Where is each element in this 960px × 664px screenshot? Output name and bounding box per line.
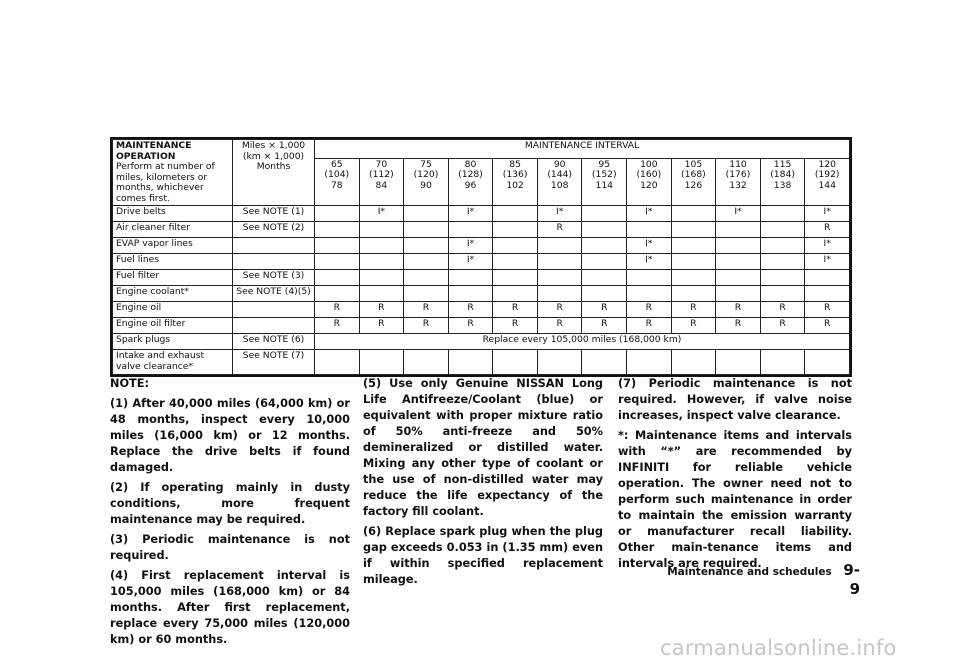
interval-mi: 100 (640, 158, 658, 170)
interval-mark (315, 254, 360, 270)
spark-plug-interval: Replace every 105,000 miles (168,000 km) (315, 334, 850, 350)
interval-mark: R (627, 318, 672, 334)
interval-km: (176) (725, 169, 751, 181)
interval-mo: 78 (330, 179, 343, 191)
notes-column-1 (110, 376, 350, 653)
interval-mark (582, 254, 627, 270)
interval-mark (582, 238, 627, 254)
interval-km: (128) (458, 169, 483, 181)
item-name: Engine coolant* (113, 286, 233, 302)
interval-mark (627, 350, 672, 375)
interval-mark: R (805, 318, 850, 334)
interval-mark (582, 222, 627, 238)
interval-mark (493, 238, 538, 254)
interval-mo: 144 (818, 179, 836, 191)
interval-mark: R (537, 222, 582, 238)
notes-column-3 (618, 376, 852, 576)
interval-mark: I* (448, 254, 493, 270)
interval-mark (582, 270, 627, 286)
interval-cell (448, 158, 493, 206)
table-row (113, 222, 850, 238)
item-name: Fuel lines (113, 254, 233, 270)
interval-mark: R (537, 318, 582, 334)
item-name: Engine oil (113, 302, 233, 318)
item-name: EVAP vapor lines (113, 238, 233, 254)
interval-mark (582, 286, 627, 302)
maintenance-table-body (113, 206, 850, 375)
interval-km: (120) (413, 169, 439, 181)
interval-mark (716, 254, 761, 270)
interval-mark: I* (716, 206, 761, 222)
interval-cell (716, 158, 761, 206)
item-name: Fuel filter (113, 270, 233, 286)
interval-mark: R (716, 302, 761, 318)
miles-label: Miles × 1,000 (241, 140, 306, 151)
watermark: carmanualsonline.info (660, 636, 897, 660)
interval-mi: 105 (684, 158, 703, 170)
table-row (113, 270, 850, 286)
interval-mi: 70 (375, 158, 388, 170)
interval-mark (760, 286, 805, 302)
interval-km: (112) (369, 169, 394, 181)
item-note: See NOTE (4)(5) (233, 286, 315, 302)
interval-mi: 85 (509, 158, 521, 170)
table-row (113, 334, 850, 350)
interval-mark (627, 286, 672, 302)
interval-mark (315, 222, 360, 238)
interval-mark (537, 270, 582, 286)
interval-mark: R (671, 302, 716, 318)
interval-mark (537, 238, 582, 254)
interval-km: (152) (591, 169, 617, 181)
interval-mark (582, 350, 627, 375)
interval-mark (448, 286, 493, 302)
interval-mark (493, 350, 538, 375)
item-note (233, 302, 315, 318)
interval-mark: I* (359, 206, 404, 222)
interval-mark: R (805, 222, 850, 238)
section-title: Maintenance and schedules (667, 566, 832, 578)
interval-mark (404, 206, 449, 222)
interval-mark (760, 206, 805, 222)
interval-header: MAINTENANCE INTERVAL (315, 140, 850, 159)
interval-mark: R (716, 318, 761, 334)
interval-mark (805, 286, 850, 302)
item-name: Intake and exhaust valve clearance* (113, 350, 233, 375)
interval-mark (359, 238, 404, 254)
interval-mark (493, 254, 538, 270)
maintenance-table-frame (110, 137, 852, 377)
interval-mark (448, 350, 493, 375)
interval-mark (716, 270, 761, 286)
interval-mark (805, 270, 850, 286)
interval-mark: R (627, 302, 672, 318)
interval-cell (315, 158, 360, 206)
table-row (113, 206, 850, 222)
item-note: See NOTE (6) (233, 334, 315, 350)
table-row (113, 318, 850, 334)
interval-km: (136) (502, 169, 528, 181)
interval-mark (627, 222, 672, 238)
interval-mark: I* (448, 238, 493, 254)
interval-mo: 84 (375, 179, 388, 191)
interval-mark: R (448, 302, 493, 318)
interval-mark: I* (627, 206, 672, 222)
interval-mark: R (315, 302, 360, 318)
interval-mark: R (760, 302, 805, 318)
interval-mark (448, 270, 493, 286)
interval-mo: 138 (773, 179, 792, 191)
interval-mark (760, 238, 805, 254)
interval-mark (760, 270, 805, 286)
km-label: (km × 1,000) (242, 150, 305, 162)
interval-mark: R (315, 318, 360, 334)
months-label: Months (256, 161, 291, 173)
interval-mark (671, 238, 716, 254)
interval-mark (493, 286, 538, 302)
page-footer (660, 560, 860, 598)
maintenance-table (112, 139, 850, 375)
interval-mark (493, 222, 538, 238)
interval-km: (192) (814, 169, 840, 181)
table-row (113, 350, 850, 375)
table-row (113, 302, 850, 318)
interval-mark (315, 270, 360, 286)
interval-mark (627, 270, 672, 286)
notes-heading: NOTE: (110, 377, 149, 390)
interval-mo: 126 (684, 179, 703, 191)
interval-mo: 114 (595, 179, 614, 191)
interval-mark (404, 238, 449, 254)
interval-mark: R (760, 318, 805, 334)
interval-mark: R (671, 318, 716, 334)
interval-mi: 95 (598, 158, 611, 170)
interval-mark: R (404, 318, 449, 334)
interval-mark: I* (805, 254, 850, 270)
interval-mark (359, 270, 404, 286)
interval-mo: 120 (640, 179, 658, 191)
operation-subtitle: Perform at number of miles, kilometers or months, whichever comes first. (116, 161, 215, 204)
interval-mi: 110 (729, 158, 747, 170)
table-row (113, 254, 850, 270)
interval-km: (144) (547, 169, 573, 181)
interval-cell (359, 158, 404, 206)
interval-cell (805, 158, 850, 206)
item-name: Engine oil filter (113, 318, 233, 334)
note-6: (6) Replace spark plug when the plug gap exceeds 0.053 in (1.35 mm) even if within specified replacement mileage. (363, 525, 603, 587)
interval-mark (315, 350, 360, 375)
interval-mark (760, 254, 805, 270)
interval-mi: 75 (420, 158, 432, 170)
interval-mo: 96 (464, 179, 477, 191)
interval-km: (104) (324, 169, 350, 181)
item-note (233, 254, 315, 270)
interval-mark (537, 254, 582, 270)
interval-cell (493, 158, 538, 206)
interval-km: (184) (770, 169, 795, 181)
interval-mark (359, 286, 404, 302)
interval-mark: R (493, 302, 538, 318)
item-note: See NOTE (7) (233, 350, 315, 375)
interval-mark (582, 206, 627, 222)
interval-mark (359, 222, 404, 238)
item-name: Spark plugs (113, 334, 233, 350)
interval-mark: I* (537, 206, 582, 222)
operation-title: MAINTENANCE OPERATION (116, 140, 192, 162)
note-5: (5) Use only Genuine NISSAN Long Life Antifreeze/Coolant (blue) or equivalent with proper mixture ratio of 50% anti-freeze and 50% demineralized or distilled water. Mixing any other type of coolant or the use of non-distilled water may reduce the life expectancy of the factory fill coolant. (363, 377, 603, 519)
interval-mark (404, 286, 449, 302)
interval-cell (582, 158, 627, 206)
interval-mark (671, 254, 716, 270)
interval-mark: I* (805, 206, 850, 222)
interval-mi: 120 (818, 158, 836, 170)
interval-mark (315, 286, 360, 302)
interval-mark: I* (627, 238, 672, 254)
table-row (113, 286, 850, 302)
note-1: (1) After 40,000 miles (64,000 km) or 48 months, inspect every 10,000 miles (16,000 km) or 12 months. Replace the drive belts if found damaged. (110, 397, 350, 475)
interval-mark: I* (805, 238, 850, 254)
interval-mo: 90 (420, 179, 432, 191)
note-2: (2) If operating mainly in dusty conditions, more frequent maintenance may be required. (110, 481, 350, 527)
interval-mark (760, 350, 805, 375)
interval-mark (716, 238, 761, 254)
interval-cell (537, 158, 582, 206)
interval-mark (404, 350, 449, 375)
interval-mark (760, 222, 805, 238)
interval-mark (716, 222, 761, 238)
interval-mark (404, 270, 449, 286)
table-row (113, 238, 850, 254)
miles-header (233, 140, 315, 206)
interval-mark (716, 286, 761, 302)
interval-mo: 108 (550, 179, 569, 191)
item-name: Air cleaner filter (113, 222, 233, 238)
interval-mark (359, 254, 404, 270)
notes-column-2 (363, 376, 603, 592)
item-note: See NOTE (2) (233, 222, 315, 238)
note-3: (3) Periodic maintenance is not required. (110, 533, 350, 563)
interval-mark (493, 206, 538, 222)
interval-mark (359, 350, 404, 375)
item-note: See NOTE (1) (233, 206, 315, 222)
interval-cell (671, 158, 716, 206)
interval-mark (671, 206, 716, 222)
interval-mi: 80 (464, 158, 477, 170)
interval-mark (315, 206, 360, 222)
interval-mark (716, 350, 761, 375)
interval-mark (671, 270, 716, 286)
item-note (233, 238, 315, 254)
interval-mark (315, 238, 360, 254)
interval-cell (404, 158, 449, 206)
interval-mi: 115 (773, 158, 792, 170)
interval-mo: 102 (506, 179, 524, 191)
interval-mark: I* (448, 206, 493, 222)
item-note: See NOTE (3) (233, 270, 315, 286)
interval-mark (671, 222, 716, 238)
interval-mark (671, 286, 716, 302)
item-name: Drive belts (113, 206, 233, 222)
interval-mark (493, 270, 538, 286)
interval-cell (627, 158, 672, 206)
interval-mark: R (448, 318, 493, 334)
interval-mark: R (582, 318, 627, 334)
interval-mark: I* (627, 254, 672, 270)
interval-mark (448, 222, 493, 238)
page-number: 9-9 (843, 561, 860, 598)
interval-mark (537, 286, 582, 302)
interval-mark (404, 254, 449, 270)
interval-mark: R (537, 302, 582, 318)
interval-km: (160) (636, 169, 662, 181)
interval-mi: 90 (553, 158, 566, 170)
operation-header (113, 140, 233, 206)
interval-mo: 132 (729, 179, 747, 191)
item-note (233, 318, 315, 334)
interval-mark (404, 222, 449, 238)
interval-mark: R (404, 302, 449, 318)
interval-mark (537, 350, 582, 375)
note-7: (7) Periodic maintenance is not required. However, if valve noise increases, inspect valve clearance. (618, 377, 852, 423)
interval-mark: R (493, 318, 538, 334)
note-asterisk: *: Maintenance items and intervals with “*” are recommended by INFINITI for reliable vehicle operation. The owner need not to perform such maintenance in order to maintain the emission warranty or manufacturer recall liability. Other main-tenance items and intervals are required. (618, 429, 852, 571)
interval-mi: 65 (330, 158, 343, 170)
interval-mark: R (582, 302, 627, 318)
interval-cell (760, 158, 805, 206)
interval-mark (805, 350, 850, 375)
interval-km: (168) (681, 169, 706, 181)
note-4: (4) First replacement interval is 105,000 miles (168,000 km) or 84 months. After first replacement, replace every 75,000 miles (120,000 km) or 60 months. (110, 569, 350, 647)
interval-mark: R (359, 318, 404, 334)
interval-mark: R (359, 302, 404, 318)
interval-mark: R (805, 302, 850, 318)
interval-mark (671, 350, 716, 375)
